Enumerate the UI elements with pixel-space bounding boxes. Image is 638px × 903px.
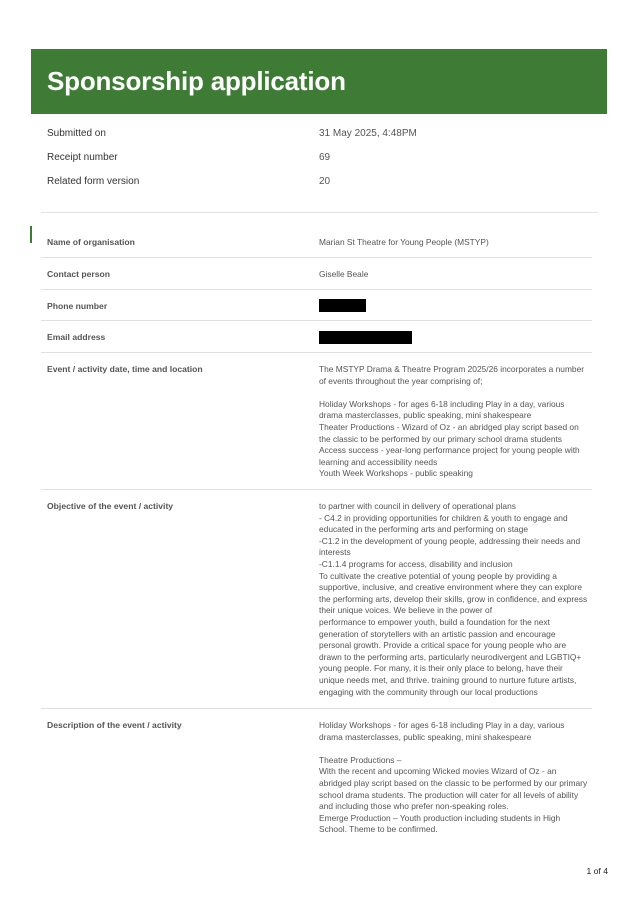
value-line: learning and accessibility needs (319, 456, 438, 467)
meta-value: 20 (319, 176, 331, 187)
meta-value: 31 May 2025, 4:48PM (319, 128, 417, 139)
field-value (319, 709, 591, 844)
value-line: supportive, inclusive, and creative environment where they can explore (319, 582, 583, 593)
value-line (319, 743, 591, 755)
value-line: engaging with the community through our local productions (319, 686, 538, 697)
field-value: Marian St Theatre for Young People (MSTYP) (319, 237, 489, 247)
field-row-phone (41, 290, 592, 321)
meta-row-receipt (47, 152, 607, 176)
value-line: generation of storytellers with an artistic passion and encourage (319, 628, 556, 639)
submission-meta (47, 128, 607, 200)
value-line: Holiday Workshops - for ages 6-18 including Play in a day, various (319, 720, 565, 730)
field-label: Email address (47, 332, 106, 342)
page-header (31, 49, 607, 114)
meta-label: Receipt number (47, 152, 118, 163)
section-accent-bar (30, 226, 32, 243)
value-line: Theatre Productions – (319, 754, 402, 765)
meta-value: 69 (319, 152, 331, 163)
meta-row-submitted (47, 128, 607, 152)
value-line: Emerge Production – Youth production including students in High (319, 812, 561, 823)
page-title: Sponsorship application (47, 66, 346, 96)
value-line: the classic to be performed by our primary school drama students (319, 433, 562, 444)
value-line: educated in the performing arts and performing on stage (319, 524, 529, 535)
field-value (319, 321, 591, 352)
value-line: performance to empower youth, build a foundation for the next (319, 616, 550, 627)
value-line: school drama students. The production will cater for all levels of ability (319, 789, 579, 800)
value-line (319, 387, 591, 399)
value-line: their unique voices. We believe in the power of (319, 605, 493, 616)
field-label: Contact person (47, 269, 111, 279)
value-line: Access success - year-long performance project for young people with (319, 445, 580, 456)
value-line: young people. For many, it is their only place to belong, have their (319, 663, 563, 674)
field-label: Objective of the event / activity (47, 501, 174, 511)
field-value: Giselle Beale (319, 269, 369, 279)
field-label: Phone number (47, 301, 108, 311)
value-line: abridged play script based on the classic to be performed by our primary (319, 777, 588, 788)
field-value (319, 290, 591, 320)
field-value (319, 353, 591, 488)
value-line: School. Theme to be confirmed. (319, 824, 438, 835)
value-line: -C1.2 in the development of young people, addressing their needs and (319, 535, 581, 546)
value-line: -C1.1.4 programs for access, disability and inclusion (319, 558, 513, 569)
field-row-event-date (41, 353, 592, 490)
field-value (319, 490, 591, 706)
value-line: unique needs met, and thrive. training ground to nurture future artists, (319, 674, 577, 685)
value-line: Holiday Workshops - for ages 6-18 including Play in a day, various (319, 398, 565, 409)
value-line: The MSTYP Drama & Theatre Program 2025/26 incorporates a number (319, 364, 585, 374)
field-row-email (41, 321, 592, 353)
redacted-phone (319, 299, 366, 312)
field-row-organisation (41, 226, 592, 258)
value-line: To cultivate the creative potential of young people by providing a (319, 570, 557, 581)
form-fields (41, 226, 592, 849)
field-row-objective (41, 490, 592, 709)
meta-label: Submitted on (47, 128, 106, 139)
redacted-email (319, 331, 412, 344)
value-line: drawn to the performing arts, particularly neurodivergent and LGBTIQ+ (319, 651, 582, 662)
value-line: and including those who prefer non-speaking roles. (319, 801, 509, 812)
field-label: Event / activity date, time and location (47, 364, 203, 374)
value-line: - C4.2 in providing opportunities for children & youth to engage and (319, 512, 568, 523)
value-line: With the recent and upcoming Wicked movies Wizard of Oz - an (319, 766, 557, 777)
value-line: drama masterclasses, public speaking, mini shakespeare (319, 410, 532, 421)
value-line: to partner with council in delivery of operational plans (319, 501, 516, 511)
value-line: interests (319, 547, 351, 558)
page-number: 1 of 4 (586, 866, 608, 876)
value-line: Youth Week Workshops - public speaking (319, 468, 473, 479)
meta-label: Related form version (47, 176, 140, 187)
field-row-description (41, 709, 592, 849)
field-label: Description of the event / activity (47, 720, 182, 730)
value-line: personal growth. Provide a critical space for young people who are (319, 640, 567, 651)
value-line: the performing arts, develop their skills, grow in confidence, and express (319, 593, 588, 604)
meta-row-form-version (47, 176, 607, 200)
value-line: of events throughout the year comprising of; (319, 375, 483, 386)
field-row-contact (41, 258, 592, 290)
section-divider (41, 212, 598, 213)
field-label: Name of organisation (47, 237, 135, 247)
value-line: drama masterclasses, public speaking, mini shakespeare (319, 731, 532, 742)
value-line: Theater Productions - Wizard of Oz - an abridged play script based on (319, 421, 579, 432)
